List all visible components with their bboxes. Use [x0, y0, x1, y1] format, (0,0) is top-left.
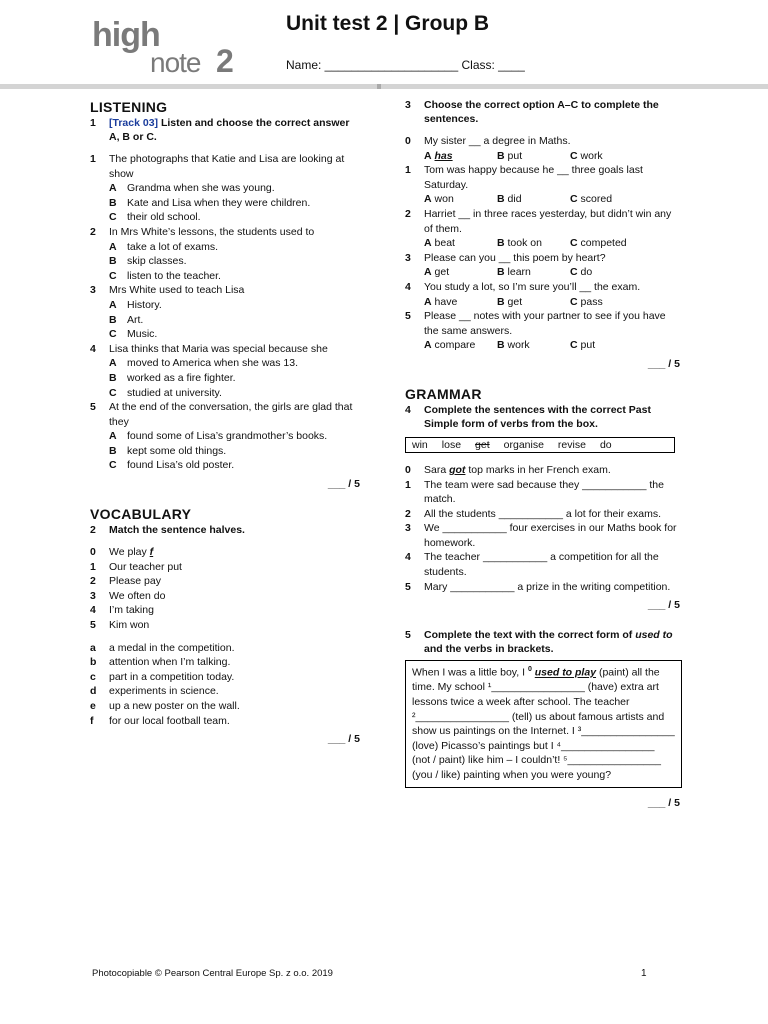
- option-text: pass: [580, 295, 603, 308]
- item-number: 2: [405, 207, 411, 220]
- item-number: 4: [405, 551, 411, 564]
- item-text: Please pay: [109, 575, 161, 588]
- option-text: compare: [434, 339, 476, 352]
- task-number: 4: [405, 403, 411, 416]
- item-number: 2: [405, 507, 411, 520]
- vocab-half: [90, 641, 360, 656]
- instruction-emphasis: used to: [635, 629, 673, 642]
- answer-option: [424, 192, 497, 207]
- word-box-word: do: [599, 438, 612, 451]
- option-text: History.: [127, 298, 162, 311]
- instruction-text-end: and the verbs in brackets.: [424, 643, 554, 656]
- option-letter: C: [570, 339, 578, 352]
- example-text: We play: [109, 546, 150, 559]
- option-text: won: [434, 193, 454, 206]
- example-answer: got: [449, 463, 466, 476]
- item-number: 5: [405, 310, 411, 323]
- option-letter: C: [109, 386, 117, 399]
- option-letter: B: [497, 295, 505, 308]
- question-text: At the end of the conversation, the girls are glad that they: [109, 401, 353, 428]
- item-text: We often do: [109, 589, 166, 602]
- item-number: 0: [405, 135, 411, 147]
- high-note-logo: [92, 14, 242, 74]
- item-number: 5: [405, 580, 411, 593]
- answer-option: [90, 298, 360, 313]
- listening-question: [90, 400, 360, 429]
- answer-option: [570, 192, 643, 207]
- item-text: The team were sad because they ___________ the match.: [424, 478, 664, 506]
- task3-question: [405, 163, 680, 192]
- vocab-item: [90, 574, 360, 589]
- item-text: Mary ___________ a prize in the writing competition.: [424, 580, 671, 593]
- item-text: attention when I’m talking.: [109, 656, 231, 669]
- option-text: Art.: [127, 313, 144, 326]
- answer-option: [424, 265, 497, 280]
- option-letter: A: [424, 339, 432, 352]
- option-letter: B: [497, 266, 505, 279]
- option-letter: B: [109, 313, 117, 326]
- item-text: experiments in science.: [109, 685, 219, 698]
- option-letter: A: [109, 298, 117, 311]
- task3-questions: [405, 163, 680, 353]
- option-text: listen to the teacher.: [127, 269, 221, 282]
- option-letter: B: [109, 196, 117, 209]
- logo-text-note: note: [150, 47, 201, 74]
- task3-question: [405, 207, 680, 236]
- page-number: 1: [641, 968, 647, 979]
- answer-option: [497, 338, 570, 353]
- option-letter: A: [424, 295, 432, 308]
- answer-option: [570, 265, 643, 280]
- answer-option: [90, 181, 360, 196]
- option-text: kept some old things.: [127, 444, 227, 457]
- instruction-text: Complete the text with the correct form of: [424, 629, 636, 642]
- task3-question: [405, 309, 680, 338]
- option-letter: C: [570, 193, 578, 206]
- task-number: 2: [90, 524, 96, 537]
- example-text: Sara: [424, 463, 450, 476]
- answer-option: [497, 192, 570, 207]
- answer-option: [90, 254, 360, 269]
- grammar-item: [405, 580, 680, 595]
- vocab-half: [90, 684, 360, 699]
- answer-option: [424, 295, 497, 310]
- instruction-text: Match the sentence halves.: [109, 524, 245, 537]
- header-divider: [0, 84, 768, 89]
- option-text: put: [580, 339, 596, 352]
- listening-score: ___ / 5: [327, 478, 360, 491]
- gap-number: 0: [527, 666, 532, 674]
- question-text: You study a lot, so I’m sure you’ll __ the exam.: [424, 280, 641, 293]
- vocabulary-instruction: [90, 523, 360, 537]
- item-text: for our local football team.: [109, 714, 230, 727]
- cloze-text-box: [405, 660, 682, 787]
- answer-option: [497, 265, 570, 280]
- option-text: have: [434, 295, 458, 308]
- answer-option: [90, 429, 360, 444]
- item-text: a medal in the competition.: [109, 641, 235, 654]
- question-text: Lisa thinks that Maria was special because she: [109, 342, 328, 355]
- option-letter: A: [109, 357, 117, 370]
- vocab-half: [90, 714, 360, 729]
- item-text: Our teacher put: [109, 560, 182, 573]
- question-text: My sister __ a degree in Maths.: [424, 135, 571, 147]
- grammar-item: [405, 521, 680, 550]
- logo-text-number: 2: [216, 43, 234, 74]
- instruction-text: Complete the sentences with the correct Past Simple form of verbs from the box.: [424, 403, 651, 430]
- example-text-end: top marks in her French exam.: [465, 463, 611, 476]
- option-letter: C: [570, 237, 578, 250]
- grammar-score: ___ / 5: [647, 599, 680, 612]
- item-letter: f: [90, 714, 94, 727]
- option-letter: A: [424, 237, 432, 250]
- word-box-word: get: [475, 438, 490, 451]
- item-text: up a new poster on the wall.: [109, 700, 240, 712]
- vocab-half: [90, 670, 360, 685]
- logo-text-high: high: [92, 16, 160, 54]
- option-text: worked as a fire fighter.: [127, 371, 236, 384]
- answer-option: [90, 371, 360, 386]
- vocab-item: [90, 603, 360, 618]
- item-letter: d: [90, 685, 97, 698]
- item-text: The teacher ___________ a competition for all the students.: [424, 551, 659, 579]
- option-text: did: [507, 193, 522, 206]
- grammar-item: [405, 550, 680, 579]
- answer-option: [90, 269, 360, 284]
- item-number: 3: [90, 589, 96, 602]
- question-text: Tom was happy because he __ three goals last Saturday.: [424, 164, 643, 191]
- item-number: 5: [90, 619, 96, 632]
- task3-options: [405, 265, 680, 280]
- item-text: part in a competition today.: [109, 670, 235, 683]
- question-text: Harriet __ in three races yesterday, but didn’t win any of them.: [424, 207, 672, 235]
- item-number: 3: [90, 284, 96, 297]
- item-letter: c: [90, 670, 96, 683]
- option-text: competed: [580, 237, 627, 250]
- listening-heading: LISTENING: [90, 99, 168, 115]
- right-column: [405, 98, 680, 810]
- answer-option: [424, 338, 497, 353]
- listening-question: [90, 342, 360, 357]
- task3-question: [405, 280, 680, 295]
- option-text: beat: [434, 237, 455, 250]
- question-text: Mrs White used to teach Lisa: [109, 284, 245, 297]
- track-label: [Track 03]: [109, 117, 159, 129]
- name-class-line: Name: ____________________ Class: ____: [286, 58, 525, 72]
- option-text: skip classes.: [127, 255, 187, 268]
- grammar-item: [405, 507, 680, 522]
- item-number: 0: [405, 463, 411, 476]
- task3-options: [405, 192, 680, 207]
- vocab-halves: [90, 641, 360, 729]
- vocab-example: [90, 545, 360, 560]
- option-letter: B: [109, 255, 117, 268]
- task3-options: [405, 295, 680, 310]
- option-letter: B: [497, 193, 505, 206]
- item-number: 2: [90, 575, 96, 588]
- option-letter: B: [109, 371, 117, 384]
- cloze-text-start: When I was a little boy, I: [412, 666, 528, 679]
- item-letter: a: [90, 641, 96, 654]
- item-text: We ___________ four exercises in our Maths book for homework.: [424, 522, 677, 549]
- instruction-text: Choose the correct option A–C to complete the sentences.: [424, 99, 659, 125]
- option-text: Kate and Lisa when they were children.: [127, 196, 311, 209]
- task3-score: ___ / 5: [647, 357, 680, 370]
- cloze-text-rest: (paint) all the time. My school ¹________________ (have) extra art lessons twice a week after school. The teacher ²________________ (tell) us about famous artists and show us paintings on the Internet. I ³________________ (love) Picasso’s paintings but I ⁴________________ (not / paint) like him – I couldn’t! ⁵________________ (you / like) painting when you were young?: [412, 666, 675, 781]
- option-letter: A: [109, 240, 117, 253]
- answer-option: [90, 356, 360, 371]
- answer-option: [90, 313, 360, 328]
- option-text: found Lisa’s old poster.: [127, 459, 235, 472]
- example-answer: used to play: [534, 666, 597, 679]
- option-letter: B: [497, 339, 505, 352]
- footer-copyright: Photocopiable © Pearson Central Europe Sp. z o.o. 2019: [92, 968, 333, 979]
- word-box-word: lose: [441, 438, 462, 451]
- word-box: [405, 437, 675, 453]
- option-letter: C: [570, 266, 578, 279]
- option-text: scored: [580, 193, 613, 206]
- vocab-item: [90, 618, 360, 633]
- answer-option: [90, 458, 360, 473]
- vocab-items: [90, 560, 360, 633]
- left-column: [90, 98, 360, 746]
- option-letter: A: [424, 193, 432, 206]
- task3-options: [405, 236, 680, 251]
- page-title: Unit test 2 | Group B: [286, 12, 490, 35]
- instruction-text: Listen and choose the correct answer A, B or C.: [109, 117, 350, 143]
- example-answer: has: [434, 149, 453, 162]
- option-c: C work: [570, 149, 603, 162]
- listening-question: [90, 152, 360, 181]
- grammar-item: [405, 478, 680, 507]
- grammar-example: [405, 463, 680, 478]
- task3-example-options: [405, 149, 680, 164]
- task3-example: [405, 134, 680, 149]
- option-letter: A: [109, 182, 117, 195]
- option-text: take a lot of exams.: [127, 240, 219, 253]
- answer-option: [90, 444, 360, 459]
- option-text: do: [580, 266, 593, 279]
- option-text: learn: [507, 266, 531, 279]
- question-text: Please __ notes with your partner to see if you have the same answers.: [424, 310, 666, 337]
- item-text: I’m taking: [109, 604, 154, 617]
- option-b: B put: [497, 149, 523, 162]
- question-text: The photographs that Katie and Lisa are looking at show: [109, 153, 345, 180]
- item-number: 1: [90, 560, 96, 573]
- task5-instruction: [405, 628, 680, 656]
- answer-option: [90, 240, 360, 255]
- vocab-item: [90, 589, 360, 604]
- task3-options: [405, 338, 680, 353]
- grammar-items: [405, 478, 680, 595]
- listening-questions: [90, 152, 360, 473]
- item-number: 3: [405, 251, 411, 264]
- vocab-half: [90, 655, 360, 670]
- item-text: All the students ___________ a lot for their exams.: [424, 507, 661, 520]
- item-letter: e: [90, 700, 96, 712]
- answer-option: [497, 295, 570, 310]
- option-text: took on: [507, 237, 542, 250]
- task-number: 3: [405, 99, 411, 111]
- option-letter: B: [109, 444, 117, 457]
- answer-option: [424, 236, 497, 251]
- option-text: their old school.: [127, 211, 201, 224]
- item-number: 2: [90, 225, 96, 238]
- listening-instruction: [90, 116, 360, 144]
- option-text: found some of Lisa’s grandmother’s books.: [127, 430, 328, 443]
- item-letter: b: [90, 656, 97, 669]
- option-text: Music.: [127, 328, 158, 341]
- option-letter: C: [109, 269, 117, 282]
- vocab-half: [90, 699, 360, 714]
- item-number: 3: [405, 522, 411, 535]
- option-text: get: [434, 266, 450, 279]
- answer-option: [90, 210, 360, 225]
- item-number: 1: [405, 478, 411, 491]
- question-text: In Mrs White’s lessons, the students used to: [109, 225, 315, 238]
- option-letter: A: [109, 430, 117, 443]
- option-text: studied at university.: [127, 386, 222, 399]
- answer-option: [570, 295, 643, 310]
- item-text: Kim won: [109, 619, 150, 632]
- word-box-word: win: [412, 438, 428, 451]
- option-text: get: [507, 295, 523, 308]
- item-number: 1: [90, 153, 96, 165]
- item-number: 4: [405, 280, 411, 293]
- header-divider-marker: [377, 84, 381, 89]
- task-number: 1: [90, 117, 96, 129]
- item-number: 1: [405, 164, 411, 177]
- option-letter: C: [570, 295, 578, 308]
- answer-option: [90, 327, 360, 342]
- answer-option: [90, 386, 360, 401]
- answer-option: [497, 236, 570, 251]
- task3-question: [405, 251, 680, 266]
- option-letter: B: [497, 237, 505, 250]
- listening-question: [90, 225, 360, 240]
- item-number: 5: [90, 401, 96, 414]
- example-answer: f: [149, 546, 154, 559]
- vocab-item: [90, 560, 360, 575]
- grammar-instruction: [405, 403, 680, 431]
- option-letter: C: [109, 328, 117, 341]
- word-box-word: revise: [557, 438, 586, 451]
- task5-score: ___ / 5: [647, 796, 680, 809]
- listening-question: [90, 283, 360, 298]
- option-text: work: [507, 339, 530, 352]
- item-number: 0: [90, 546, 96, 559]
- word-box-word: organise: [503, 438, 544, 451]
- option-letter: C: [109, 211, 117, 224]
- answer-option: [570, 338, 643, 353]
- item-number: 4: [90, 604, 96, 617]
- option-text: moved to America when she was 13.: [127, 357, 299, 370]
- task-number: 5: [405, 629, 411, 642]
- option-letter: A: [424, 266, 432, 279]
- option-a: A has: [424, 149, 453, 162]
- option-text: Grandma when she was young.: [127, 182, 275, 195]
- grammar-heading: GRAMMAR: [405, 385, 482, 402]
- question-text: Please can you __ this poem by heart?: [424, 251, 606, 264]
- task3-instruction: [405, 98, 680, 126]
- answer-option: [90, 196, 360, 211]
- item-number: 4: [90, 342, 96, 355]
- vocabulary-heading: VOCABULARY: [90, 506, 192, 523]
- vocabulary-score: ___ / 5: [327, 733, 360, 746]
- option-letter: C: [109, 459, 117, 472]
- answer-option: [570, 236, 643, 251]
